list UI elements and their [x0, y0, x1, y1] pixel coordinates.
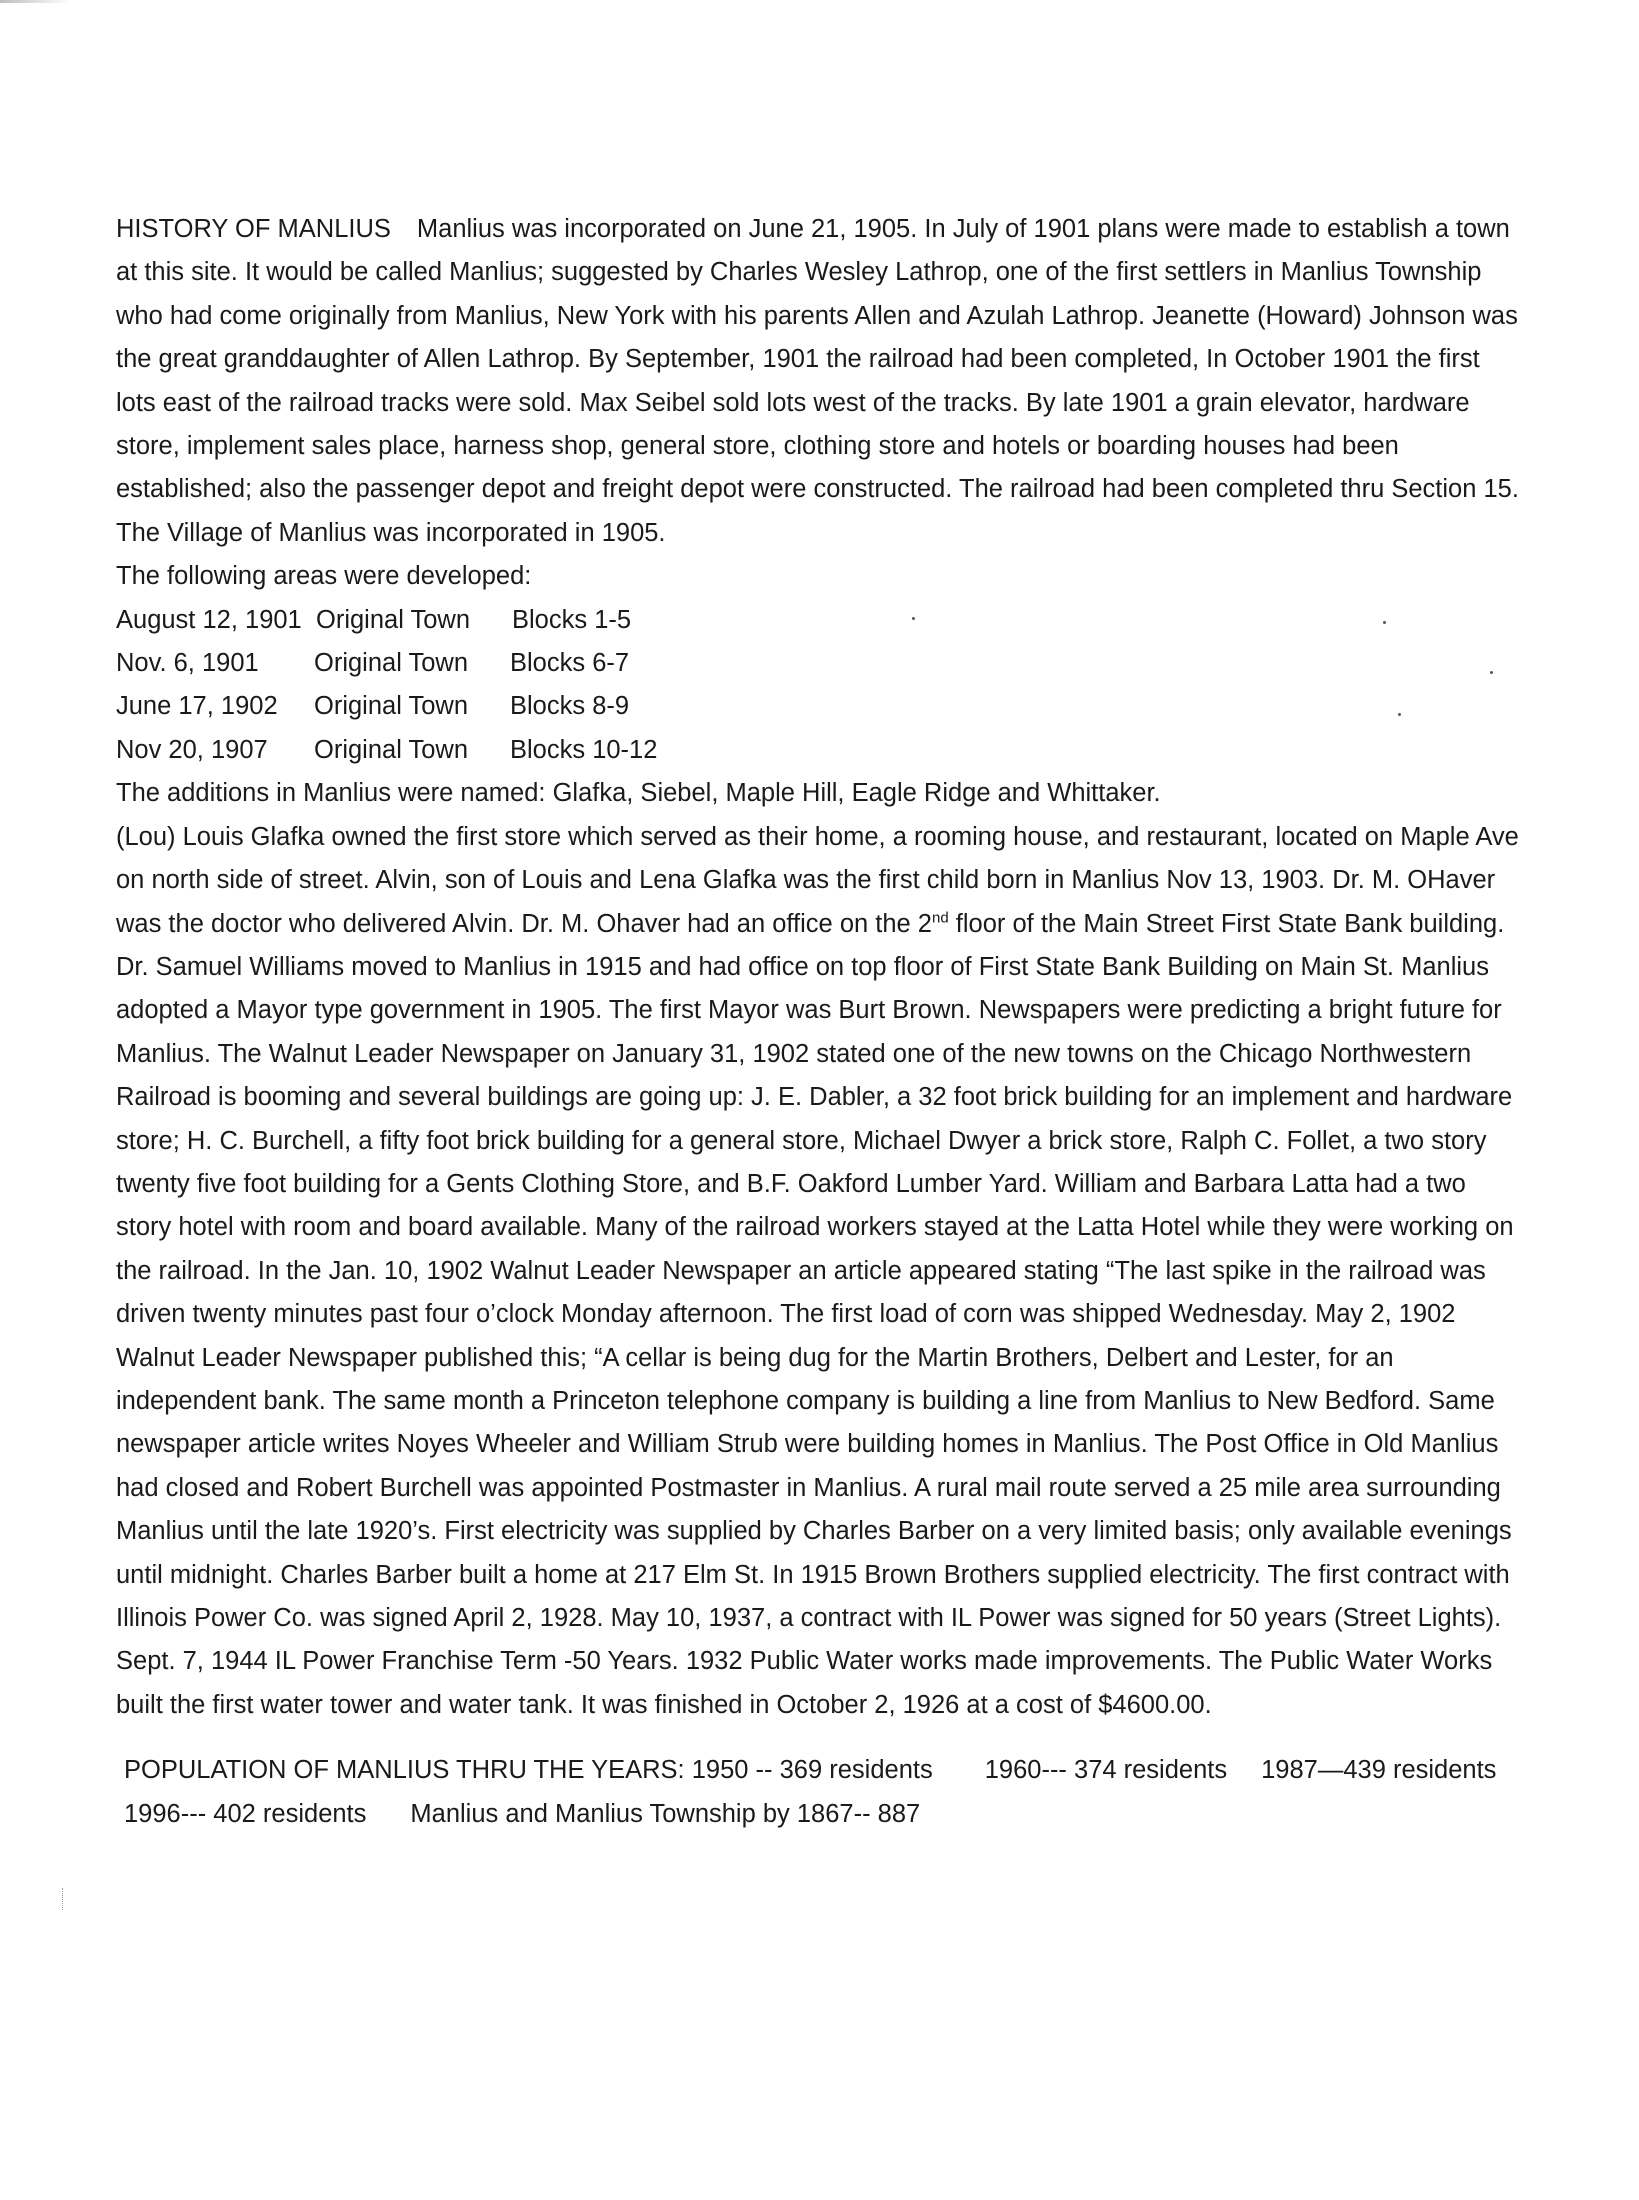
scan-speck [62, 1888, 66, 1910]
development-area: Original Town [314, 735, 469, 764]
development-blocks: Blocks 6-7 [510, 649, 630, 678]
intro-text: Manlius was incorporated on June 21, 1905. In July of 1901 plans were made to establish a town at this site. It would be called Manlius; suggested by Charles Wesley Lathrop, one of the first settlers in Manlius Township who had come originally from Manlius, New York with his parents Allen and Azulah Lathrop. Jeanette (Howard) Johnson was the great granddaughter of Allen Lathrop. By September, 1901 the railroad had been completed, In October 1901 the first lots east of the railroad tracks were sold. Max Seibel sold lots west of the tracks. By late 1901 a grain elevator, hardware store, implement sales place, harness shop, general store, clothing store and hotels or boarding houses had been established; also the passenger depot and freight depot were constructed. The railroad had been completed thru Section 15. The Village of Manlius was incorporated in 1905. [116, 215, 1519, 547]
additions-line: The additions in Manlius were named: Glafka, Siebel, Maple Hill, Eagle Ridge and Whittaker. [116, 779, 1161, 808]
population-1960: 1960--- 374 residents [984, 1756, 1228, 1785]
population-line-2 [124, 1793, 1524, 1836]
development-area: Original Town [314, 692, 469, 721]
intro-paragraph [116, 208, 1524, 555]
population-1950: 1950 -- 369 residents [691, 1756, 933, 1785]
population-township: Manlius and Manlius Township by 1867-- 887 [410, 1799, 921, 1828]
population-section [116, 1749, 1524, 1836]
main-paragraph [116, 816, 1524, 1728]
development-date: Nov. 6, 1901 [116, 649, 259, 678]
development-blocks: Blocks 8-9 [510, 692, 630, 721]
main-text-part1: (Lou) Louis Glafka owned the first store which served as their home, a rooming house, and restaurant, located on Maple Ave on north side of street. Alvin, son of Louis and Lena Glafka was the first child born in Manlius Nov 13, 1903. Dr. M. OHaver was the doctor who delivered Alvin. Dr. M. Ohaver had an office on the 2 [116, 822, 1519, 938]
development-date: August 12, 1901 [116, 605, 302, 634]
development-blocks: Blocks 1-5 [512, 605, 632, 634]
document-body [116, 208, 1524, 1836]
development-row [116, 685, 1524, 728]
population-1987: 1987—439 residents [1261, 1756, 1497, 1785]
main-text-part2: floor of the Main Street First State Bank building. Dr. Samuel Williams moved to Manlius in 1915 and had office on top floor of First State Bank Building on Main St. Manlius adopted a Mayor type government in 1905. The first Mayor was Burt Brown. Newspapers were predicting a bright future for Manlius. The Walnut Leader Newspaper on January 31, 1902 stated one of the new towns on the Chicago Northwestern Railroad is booming and several buildings are going up: J. E. Dabler, a 32 foot brick building for an implement and hardware store; H. C. Burchell, a fifty foot brick building for a general store, Michael Dwyer a brick store, Ralph C. Follet, a two story twenty five foot building for a Gents Clothing Store, and B.F. Oakford Lumber Yard. William and Barbara Latta had a two story hotel with room and board available. Many of the railroad workers stayed at the Latta Hotel while they were working on the railroad. In the Jan. 10, 1902 Walnut Leader Newspaper an article appeared stating “The last spike in the railroad was driven twenty minutes past four o’clock Monday afternoon. The first load of corn was shipped Wednesday. May 2, 1902 Walnut Leader Newspaper published this; “A cellar is being dug for the Martin Brothers, Delbert and Lester, for an independent bank. The same month a Princeton telephone company is building a line from Manlius to New Bedford. Same newspaper article writes Noyes Wheeler and William Strub were building homes in Manlius. The Post Office in Old Manlius had closed and Robert Burchell was appointed Postmaster in Manlius. A rural mail route served a 25 mile area surrounding Manlius until the late 1920’s. First electricity was supplied by Charles Barber on a very limited basis; only available evenings until midnight. Charles Barber built a home at 217 Elm St. In 1915 Brown Brothers supplied electricity. The first contract with Illinois Power Co. was signed April 2, 1928. May 10, 1937, a contract with IL Power was signed for 50 years (Street Lights). Sept. 7, 1944 IL Power Franchise Term -50 Years. 1932 Public Water works made improvements. The Public Water Works built the first water tower and water tank. It was finished in October 2, 1926 at a cost of $4600.00. [116, 909, 1514, 1719]
development-row [116, 599, 1524, 642]
development-blocks: Blocks 10-12 [510, 735, 658, 764]
ordinal-suffix: nd [932, 909, 949, 926]
areas-intro: The following areas were developed: [116, 562, 532, 591]
population-line-1 [124, 1749, 1524, 1792]
development-area: Original Town [316, 605, 471, 634]
document-title: HISTORY OF MANLIUS [116, 215, 391, 243]
development-area: Original Town [314, 649, 469, 678]
scan-edge-mark [0, 0, 70, 3]
development-date: June 17, 1902 [116, 692, 278, 721]
development-date: Nov 20, 1907 [116, 735, 268, 764]
development-row [116, 642, 1524, 685]
development-row [116, 729, 1524, 772]
population-1996: 1996--- 402 residents [124, 1799, 367, 1828]
population-heading: POPULATION OF MANLIUS THRU THE YEARS: [124, 1756, 685, 1785]
